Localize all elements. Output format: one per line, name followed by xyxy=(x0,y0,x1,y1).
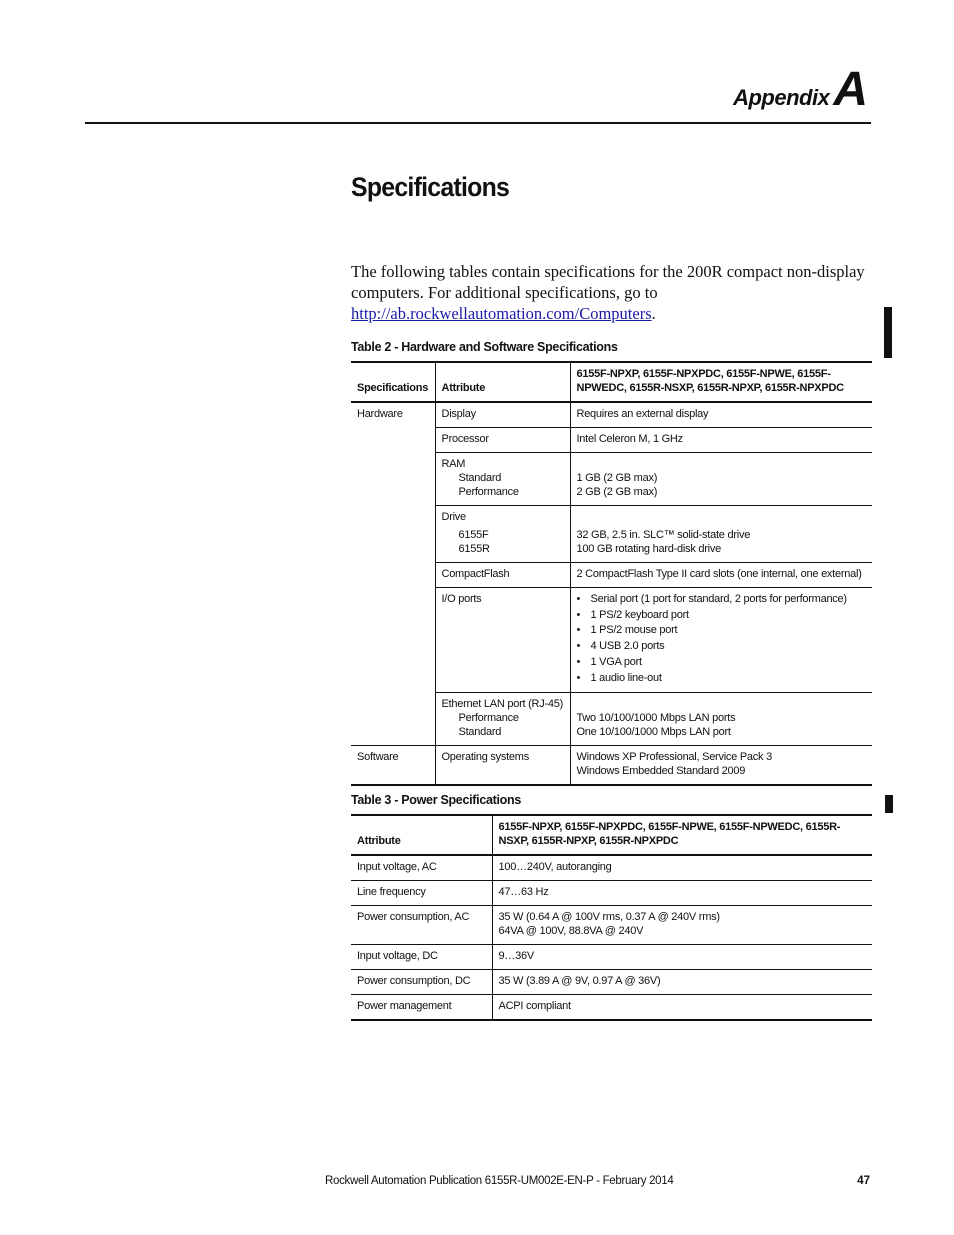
value-ram-performance: 2 GB (2 GB max) xyxy=(576,486,658,498)
intro-paragraph xyxy=(351,261,871,324)
header-models: 6155F-NPXP, 6155F-NPXPDC, 6155F-NPWE, 6155F-NPWEDC, 6155R-NSXP, 6155R-NPXP, 6155R-NPXPDC xyxy=(492,815,872,855)
value-power-consumption-dc: 35 W (3.89 A @ 9V, 0.97 A @ 36V) xyxy=(492,970,872,995)
header-rule xyxy=(85,122,871,124)
attr-drive xyxy=(435,506,570,563)
list-item: • 4 USB 2.0 ports xyxy=(577,639,867,655)
attr-ram xyxy=(435,453,570,506)
value-io-ports xyxy=(570,588,872,693)
table3-caption: Table 3 - Power Specifications xyxy=(351,793,521,807)
footer-publication: Rockwell Automation Publication 6155R-UM002E-EN-P - February 2014 xyxy=(325,1175,674,1187)
attr-input-voltage-ac: Input voltage, AC xyxy=(351,855,492,881)
page-title: Specifications xyxy=(351,172,510,202)
attr-input-voltage-dc: Input voltage, DC xyxy=(351,945,492,970)
attr-compactflash: CompactFlash xyxy=(435,563,570,588)
value-power-ac-watts: 35 W (0.64 A @ 100V rms, 0.37 A @ 240V rms) xyxy=(498,911,720,923)
value-processor: Intel Celeron M, 1 GHz xyxy=(570,428,872,453)
header-models: 6155F-NPXP, 6155F-NPXPDC, 6155F-NPWE, 6155F-NPWEDC, 6155R-NSXP, 6155R-NPXP, 6155R-NPXPDC xyxy=(570,362,872,402)
header-attribute: Attribute xyxy=(435,362,570,402)
value-display: Requires an external display xyxy=(570,402,872,428)
value-compactflash: 2 CompactFlash Type II card slots (one internal, one external) xyxy=(570,563,872,588)
change-bar xyxy=(885,795,893,813)
value-power-management: ACPI compliant xyxy=(492,995,872,1021)
hardware-software-table xyxy=(351,361,872,786)
value-drive xyxy=(570,506,872,563)
appendix-word: Appendix xyxy=(733,85,830,110)
attr-ram-standard: Standard xyxy=(458,472,502,484)
appendix-letter: A xyxy=(833,63,868,116)
spec-software: Software xyxy=(357,751,399,764)
list-item: • 1 PS/2 mouse port xyxy=(577,623,867,639)
intro-end: . xyxy=(651,304,656,323)
power-table xyxy=(351,814,872,1021)
attr-ethernet-standard: Standard xyxy=(458,726,502,739)
change-bar xyxy=(884,307,892,358)
list-item: • 1 PS/2 keyboard port xyxy=(577,608,867,624)
attr-processor: Processor xyxy=(435,428,570,453)
value-input-voltage-dc: 9…36V xyxy=(492,945,872,970)
page-number: 47 xyxy=(857,1175,870,1187)
attr-power-consumption-dc: Power consumption, DC xyxy=(351,970,492,995)
attr-ram-label: RAM xyxy=(441,458,466,470)
io-ports-list xyxy=(577,592,867,686)
attr-power-management: Power management xyxy=(357,1000,452,1012)
attr-ethernet-performance: Performance xyxy=(458,712,519,725)
value-power-ac-va: 64VA @ 100V, 88.8VA @ 240V xyxy=(498,925,644,937)
table2-caption: Table 2 - Hardware and Software Specifications xyxy=(351,340,618,354)
list-item: • Serial port (1 port for standard, 2 ports for performance) xyxy=(577,592,867,608)
attr-display: Display xyxy=(435,402,570,428)
value-os-embedded: Windows Embedded Standard 2009 xyxy=(576,765,746,778)
list-item: • 1 VGA port xyxy=(577,655,867,671)
value-drive-6155r: 100 GB rotating hard-disk drive xyxy=(576,543,721,555)
intro-text: The following tables contain specifications for the 200R compact non-display computers. For additional specifications, go to xyxy=(351,262,865,302)
appendix-heading xyxy=(733,62,868,117)
attr-drive-6155f: 6155F xyxy=(458,529,489,541)
value-ethernet xyxy=(570,693,872,746)
value-ethernet-standard: One 10/100/1000 Mbps LAN port xyxy=(576,726,731,739)
attr-ram-performance: Performance xyxy=(458,486,519,498)
header-specifications: Specifications xyxy=(357,382,429,394)
value-drive-6155f: 32 GB, 2.5 in. SLC™ solid-state drive xyxy=(576,529,751,541)
attr-power-consumption-ac: Power consumption, AC xyxy=(351,906,492,945)
spec-hardware: Hardware xyxy=(351,402,435,746)
list-item: • 1 audio line-out xyxy=(577,671,867,687)
attr-io-ports: I/O ports xyxy=(435,588,570,693)
value-input-voltage-ac: 100…240V, autoranging xyxy=(492,855,872,881)
value-ethernet-performance: Two 10/100/1000 Mbps LAN ports xyxy=(576,712,736,725)
attr-line-frequency: Line frequency xyxy=(351,881,492,906)
value-os-xp: Windows XP Professional, Service Pack 3 xyxy=(576,751,772,764)
value-ram-standard: 1 GB (2 GB max) xyxy=(576,472,658,484)
value-power-consumption-ac xyxy=(492,906,872,945)
computers-link[interactable]: http://ab.rockwellautomation.com/Computers xyxy=(351,304,652,323)
attr-ethernet-label: Ethernet LAN port (RJ-45) xyxy=(441,698,564,711)
attr-drive-6155r: 6155R xyxy=(458,543,490,555)
header-attribute: Attribute xyxy=(357,835,401,847)
value-line-frequency: 47…63 Hz xyxy=(492,881,872,906)
attr-operating-systems: Operating systems xyxy=(435,746,570,786)
value-ram xyxy=(570,453,872,506)
attr-ethernet xyxy=(435,693,570,746)
attr-drive-label: Drive xyxy=(441,511,466,523)
value-operating-systems xyxy=(570,746,872,786)
